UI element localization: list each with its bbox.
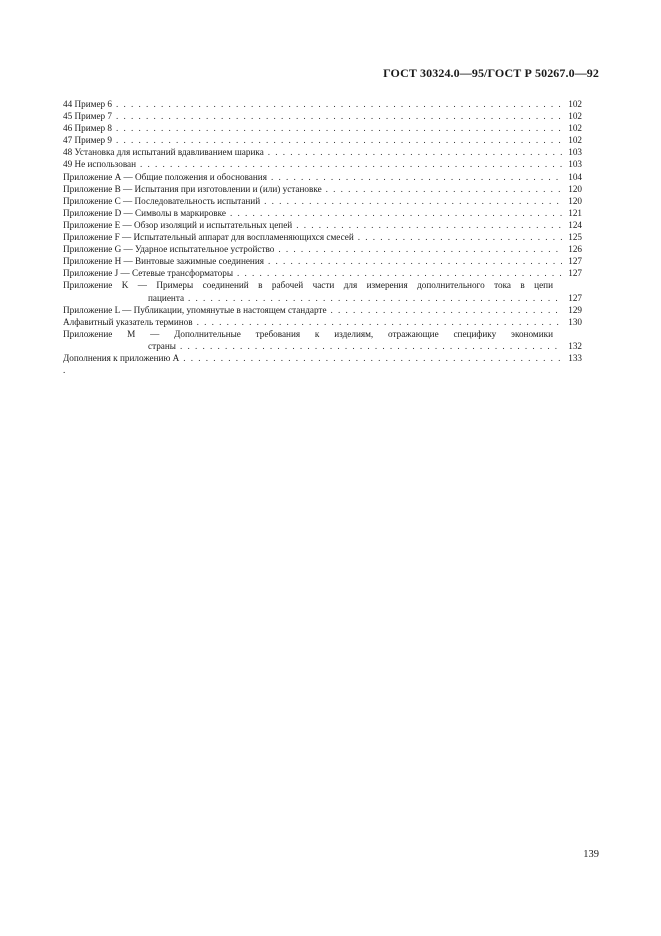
toc-entry xyxy=(63,316,582,328)
toc-entry-page: 127 xyxy=(568,256,582,267)
toc-entry xyxy=(63,110,582,122)
toc-entry-page: 121 xyxy=(568,207,582,218)
toc-entry-title: Приложение J — Сетевые трансформаторы xyxy=(63,268,234,279)
toc-entry-title: 46 Пример 8 xyxy=(63,123,113,134)
toc-entry xyxy=(63,195,582,207)
toc-entry-page: 124 xyxy=(568,219,582,230)
toc-entry-page: 130 xyxy=(568,316,582,327)
toc-entry xyxy=(63,134,582,146)
dot-leader xyxy=(267,171,562,183)
dot-leader xyxy=(112,134,562,146)
toc-entry-page: 120 xyxy=(568,183,582,194)
toc-entry-title: Приложение В — Испытания при изготовлении и (или) установке xyxy=(63,183,322,194)
toc-entry-title: 45 Пример 7 xyxy=(63,111,113,122)
toc-entry-page: 103 xyxy=(568,147,582,158)
stray-mark: . xyxy=(63,365,66,376)
dot-leader xyxy=(322,183,562,195)
dot-leader xyxy=(184,292,562,304)
toc-entry-page: 132 xyxy=(568,340,582,351)
dot-leader xyxy=(136,158,562,170)
toc-entry-title: Приложение G — Ударное испытательное устройство xyxy=(63,244,275,255)
dot-leader xyxy=(112,98,562,110)
toc-entry-title: Приложение С — Последовательность испытаний xyxy=(63,195,261,206)
toc-entry xyxy=(63,255,582,267)
dot-leader xyxy=(264,146,562,158)
toc-entry-title-cont: страны xyxy=(148,340,176,351)
toc-entry-title: Приложение М — Дополнительные требования к изделиям, отражающие специфику экономики xyxy=(63,328,553,339)
toc-entry-title: Приложение D — Символы в маркировке xyxy=(63,207,226,218)
toc-entry-title: 49 Не использован xyxy=(63,159,137,170)
toc-entry-continuation xyxy=(63,292,582,304)
toc-entry-page: 102 xyxy=(568,111,582,122)
toc-entry xyxy=(63,231,582,243)
dot-leader xyxy=(112,110,562,122)
toc-entry xyxy=(63,183,582,195)
toc-entry-title: Приложение Е — Обзор изоляций и испытательных цепей xyxy=(63,219,293,230)
toc-entry-title: 47 Пример 9 xyxy=(63,135,113,146)
dot-leader xyxy=(112,122,562,134)
toc-entry xyxy=(63,122,582,134)
dot-leader xyxy=(193,316,562,328)
dot-leader xyxy=(233,267,562,279)
dot-leader xyxy=(274,243,562,255)
toc-entry-page: 127 xyxy=(568,292,582,303)
page-header: ГОСТ 30324.0—95/ГОСТ Р 50267.0—92 xyxy=(383,66,599,80)
toc-entry-page: 120 xyxy=(568,195,582,206)
dot-leader xyxy=(264,255,562,267)
toc-entry-page: 129 xyxy=(568,304,582,315)
toc-entry-title: Приложение K — Примеры соединений в рабочей части для измерения дополнительного тока в цепи xyxy=(63,280,553,291)
toc-entry xyxy=(63,352,582,364)
toc-entry xyxy=(63,98,582,110)
dot-leader xyxy=(179,352,562,364)
toc-entry-page: 104 xyxy=(568,171,582,182)
dot-leader xyxy=(292,219,562,231)
dot-leader xyxy=(327,304,562,316)
toc-entry-title: Дополнения к приложению А xyxy=(63,352,180,363)
toc-entry-page: 102 xyxy=(568,123,582,134)
toc-entry-title: 44 Пример 6 xyxy=(63,99,113,109)
toc-entry-title: Приложение L — Публикации, упомянутые в настоящем стандарте xyxy=(63,304,327,315)
toc-entry-title: 48 Установка для испытаний вдавливанием шарика xyxy=(63,147,264,158)
toc-entry xyxy=(63,304,582,316)
toc-entry xyxy=(63,267,582,279)
toc-entry-page: 125 xyxy=(568,232,582,243)
toc-entry-continuation xyxy=(63,340,582,352)
toc-entry-page: 133 xyxy=(568,352,582,363)
toc-entry-title: Приложение Н — Винтовые зажимные соединения xyxy=(63,256,264,267)
table-of-contents xyxy=(63,98,582,376)
toc-entry-page: 127 xyxy=(568,268,582,279)
toc-entry xyxy=(63,243,582,255)
dot-leader xyxy=(226,207,562,219)
toc-entry xyxy=(63,219,582,231)
dot-leader xyxy=(354,231,562,243)
dot-leader xyxy=(176,340,562,352)
toc-entry-page: 126 xyxy=(568,244,582,255)
toc-entry-title: Приложение F — Испытательный аппарат для воспламеняющихся смесей xyxy=(63,232,354,243)
toc-entry xyxy=(63,207,582,219)
toc-entry-title-cont: пациента xyxy=(148,292,185,303)
toc-entry-page: 102 xyxy=(568,99,582,109)
page-number: 139 xyxy=(583,849,599,860)
toc-entry-page: 103 xyxy=(568,159,582,170)
toc-entry-page: 102 xyxy=(568,135,582,146)
toc-entry xyxy=(63,146,582,158)
toc-entry-title: Приложение А — Общие положения и обоснования xyxy=(63,171,267,182)
toc-entry xyxy=(63,158,582,170)
dot-leader xyxy=(260,195,562,207)
toc-entry-title: Алфавитный указатель терминов xyxy=(63,316,193,327)
toc-entry xyxy=(63,171,582,183)
